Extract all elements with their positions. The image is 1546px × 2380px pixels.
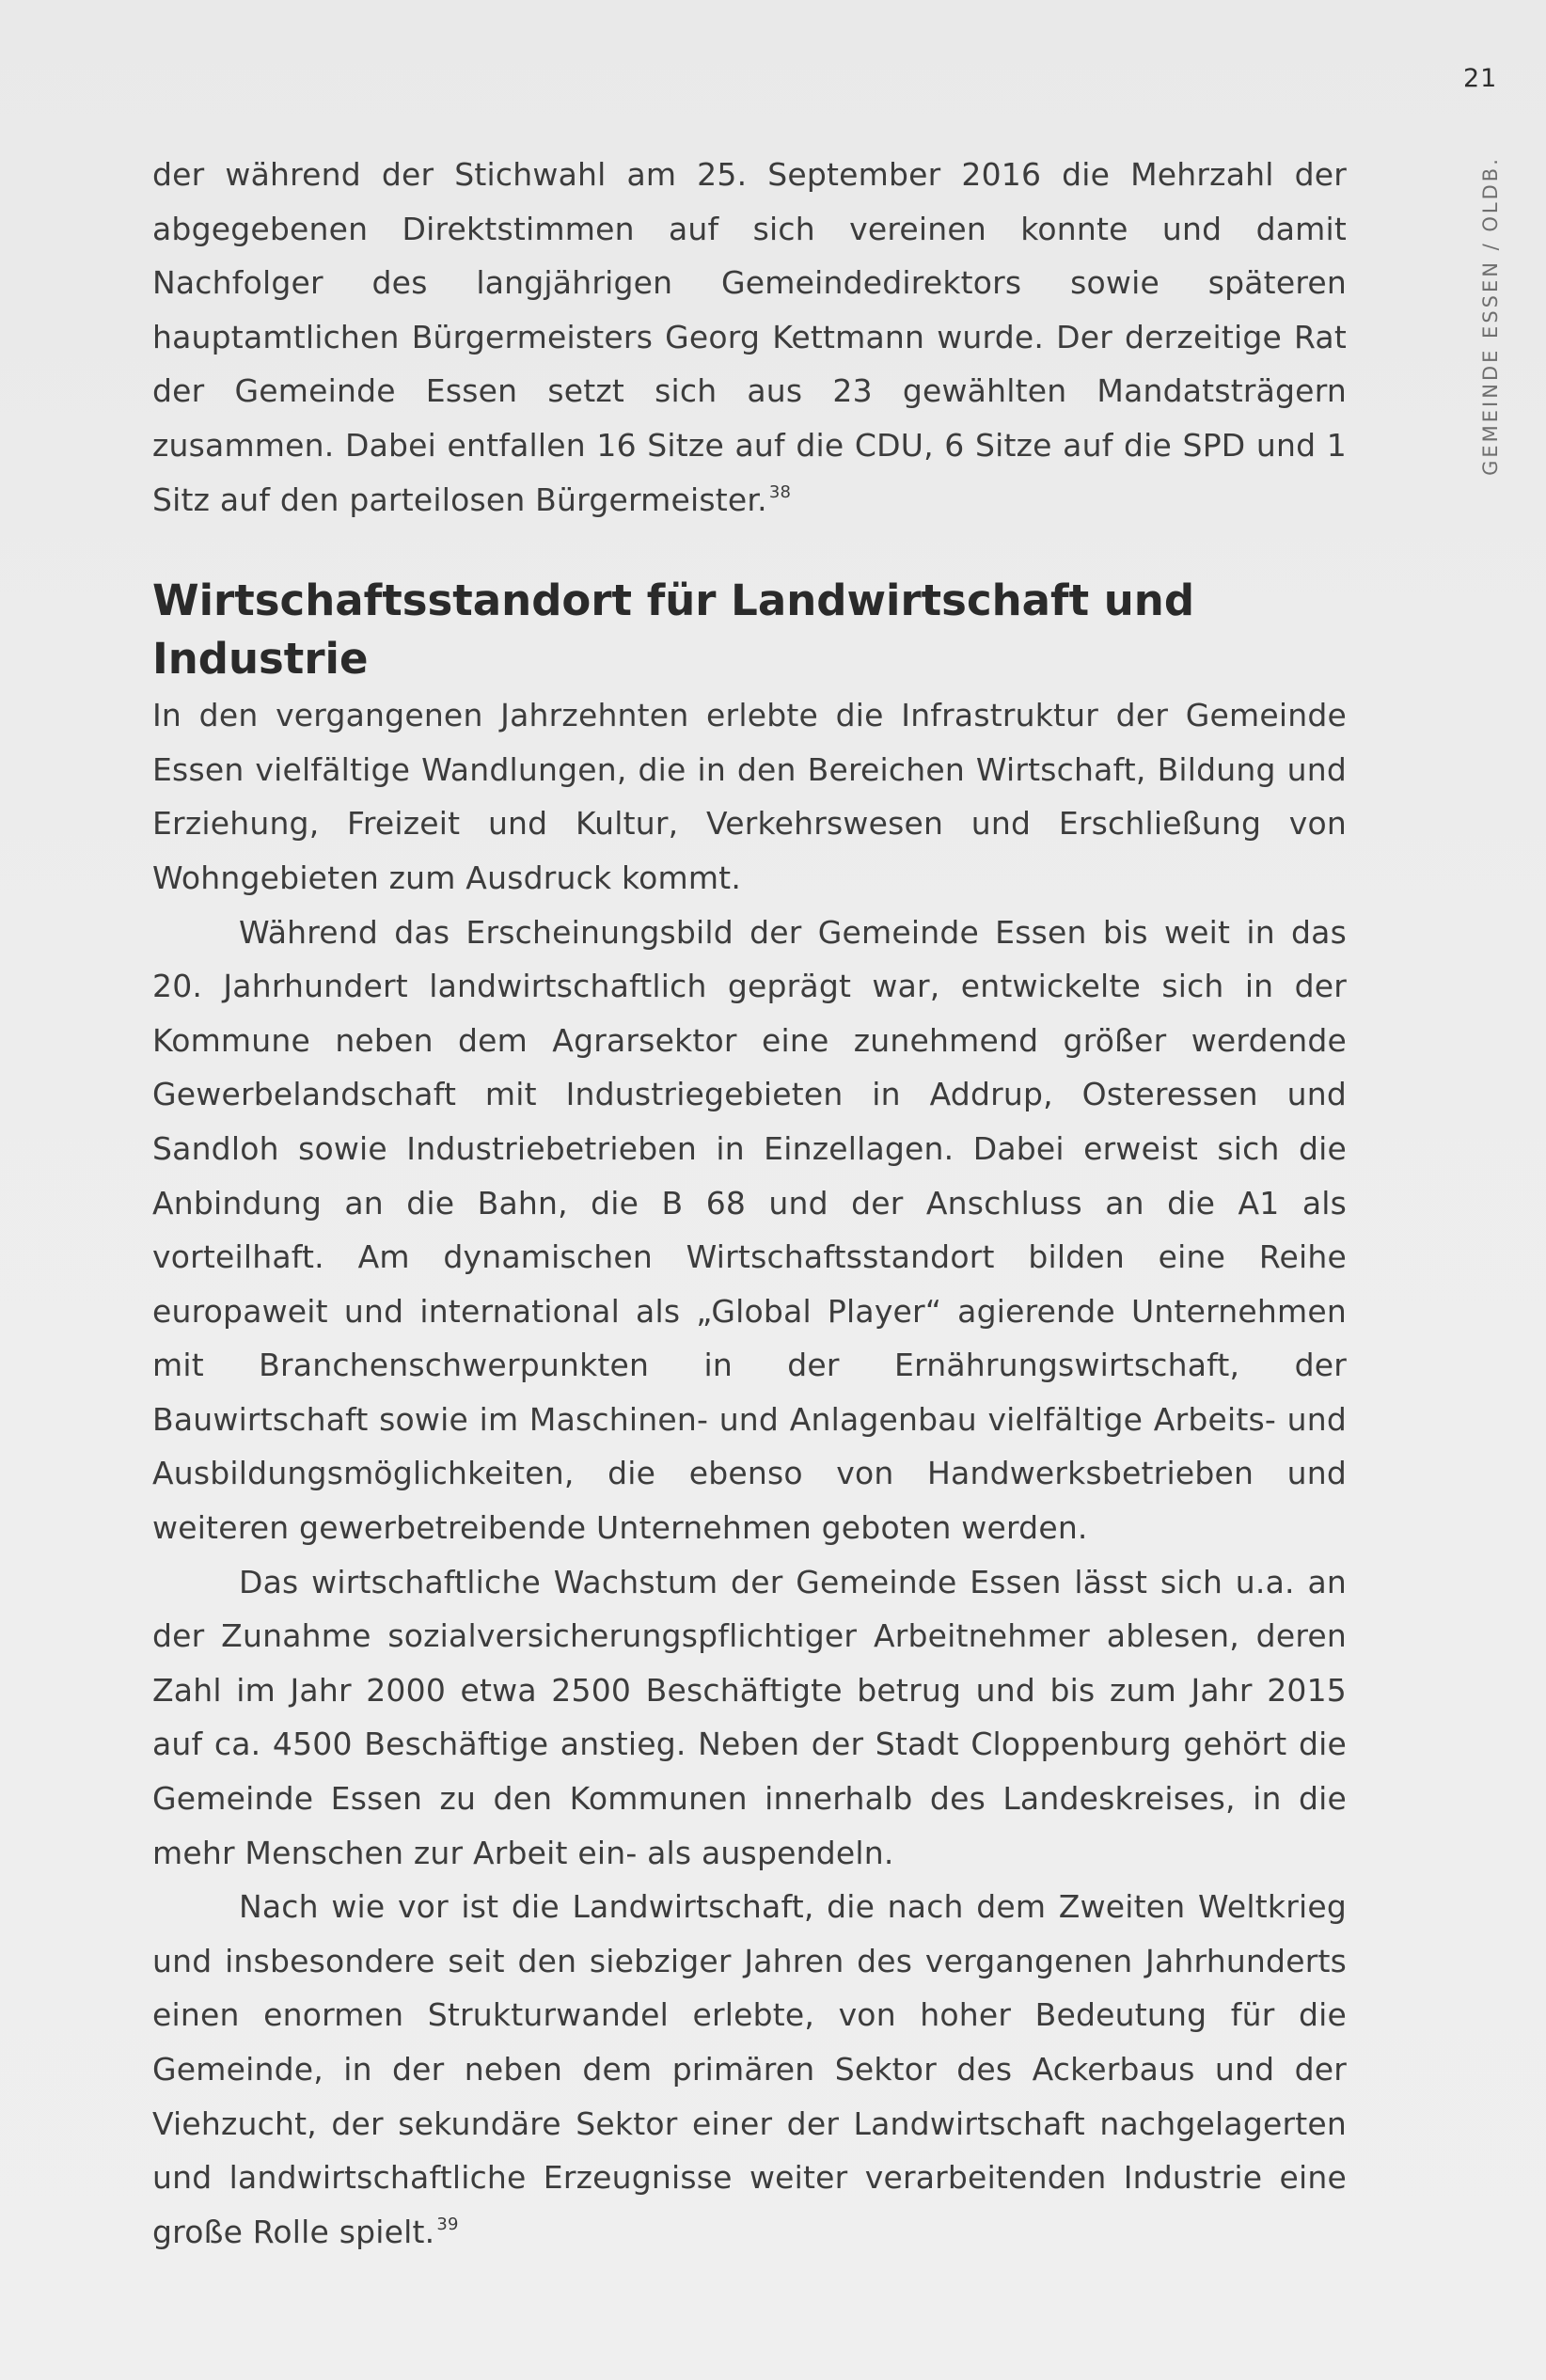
running-head: GEMEINDE ESSEN / OLDB. bbox=[1479, 156, 1502, 476]
section-paragraph-2 bbox=[152, 906, 1347, 1555]
section-paragraph-4 bbox=[152, 1880, 1347, 2259]
paragraph-text: Nach wie vor ist die Landwirtschaft, die nach dem Zweiten Weltkrieg und insbesondere seit den siebziger Jahren des vergangenen Jahrhunderts einen enormen Strukturwandel erlebte, von hoher Bedeutung für die Gemeinde, in der neben dem primären Sektor des Ackerbaus und der Viehzucht, der sekundäre Sektor einer der Landwirtschaft nachgelagerten und landwirtschaftliche Erzeugnisse weiter verarbeitenden Industrie eine große Rolle spielt. bbox=[152, 1888, 1347, 2250]
section-heading: Wirtschaftsstandort für Landwirtschaft und Industrie bbox=[152, 575, 1195, 685]
paragraph-text: Während das Erscheinungsbild der Gemeinde Essen bis weit in das 20. Jahrhundert landwirtschaftlich geprägt war, entwickelte sich in der Kommune neben dem Agrarsektor eine zunehmend größer werdende Gewerbelandschaft mit Industriegebieten in Addrup, Osteressen und Sandloh sowie Industriebetrieben in Einzellagen. Dabei erweist sich die Anbindung an die Bahn, die B 68 und der Anschluss an die A1 als vorteilhaft. Am dynamischen Wirtschaftsstandort bilden eine Reihe europaweit und international als „Global Player“ agierende Unternehmen mit Branchenschwerpunkten in der Ernährungswirtschaft, der Bauwirtschaft sowie im Maschinen- und Anlagenbau vielfältige Arbeits- und Ausbildungsmöglichkeiten, die ebenso von Handwerksbetrieben und weiteren gewerbetreibende Unternehmen geboten werden. bbox=[152, 913, 1347, 1547]
section-paragraph-1 bbox=[152, 688, 1347, 905]
paragraph-text: der während der Stichwahl am 25. September 2016 die Mehrzahl der abgegebenen Direktstimmen auf sich vereinen konnte und damit Nachfolger des langjährigen Gemeindedirektors sowie späteren hauptamtlichen Bürgermeisters Georg Kettmann wurde. Der derzeitige Rat der Gemeinde Essen setzt sich aus 23 gewählten Mandatsträgern zusammen. Dabei entfallen 16 Sitze auf die CDU, 6 Sitze auf die SPD und 1 Sitz auf den parteilosen Bürgermeister. bbox=[152, 156, 1347, 518]
section-paragraph-3 bbox=[152, 1555, 1347, 1881]
page-number: 21 bbox=[1463, 64, 1498, 93]
footnote-marker[interactable]: 39 bbox=[436, 2214, 459, 2234]
body-text bbox=[152, 148, 1347, 2259]
intro-paragraph bbox=[152, 148, 1347, 527]
footnote-marker[interactable]: 38 bbox=[768, 481, 792, 502]
paragraph-text: In den vergangenen Jahrzehnten erlebte die Infrastruktur der Gemeinde Essen vielfältige Wandlungen, die in den Bereichen Wirtschaft, Bildung und Erziehung, Freizeit und Kultur, Verkehrswesen und Erschließung von Wohngebieten zum Ausdruck kommt. bbox=[152, 697, 1347, 896]
paragraph-text: Das wirtschaftliche Wachstum der Gemeinde Essen lässt sich u.a. an der Zunahme sozialversicherungspflichtiger Arbeitnehmer ablesen, deren Zahl im Jahr 2000 etwa 2500 Beschäftigte betrug und bis zum Jahr 2015 auf ca. 4500 Beschäftige anstieg. Neben der Stadt Cloppenburg gehört die Gemeinde Essen zu den Kommunen innerhalb des Landeskreises, in die mehr Menschen zur Arbeit ein- als auspendeln. bbox=[152, 1563, 1347, 1871]
